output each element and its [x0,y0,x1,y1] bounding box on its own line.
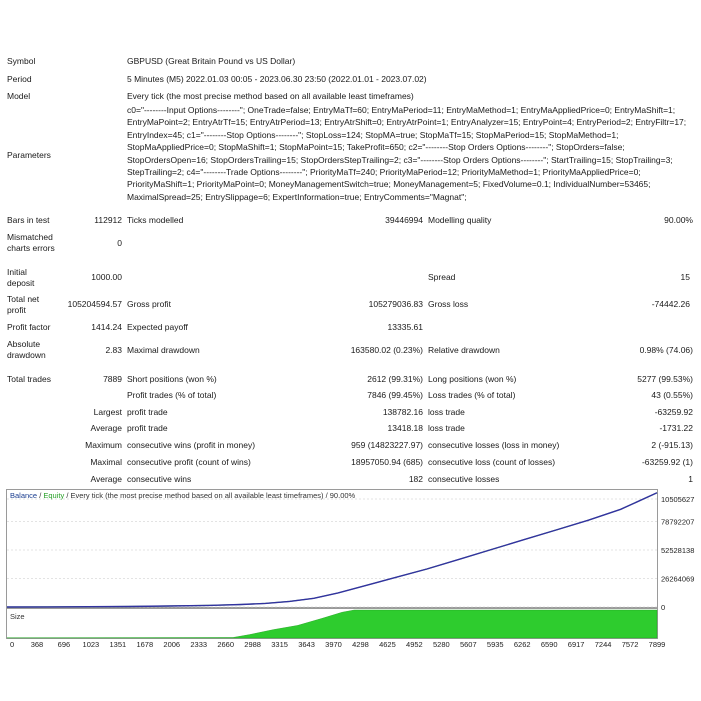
average-profit-label: profit trade [127,423,168,433]
average-loss-label: loss trade [428,423,465,433]
period-value: 5 Minutes (M5) 2022.01.03 00:05 - 2023.06.30 23:50 (2022.01.01 - 2023.07.02) [127,74,427,84]
x-tick-label: 1023 [82,640,100,649]
x-tick-label: 3315 [271,640,288,649]
expected-payoff-value: 13335.61 [387,322,423,332]
legend-equity: Equity [43,491,65,500]
x-tick-label: 6590 [540,640,558,649]
net-label-1: Total net [7,294,40,304]
x-tick-label: 5607 [459,640,477,649]
maximal-drawdown-value: 163580.02 (0.23%) [350,345,423,355]
relative-drawdown-label: Relative drawdown [428,345,500,355]
profit-factor-label: Profit factor [7,322,51,332]
x-tick-label: 696 [57,640,71,649]
x-tick-label: 6917 [567,640,585,649]
x-tick-label: 3643 [298,640,315,649]
largest-loss-value: -63259.92 [654,407,693,417]
avg-consecutive-wins-value: 182 [408,474,423,484]
long-positions-label: Long positions (won %) [428,374,517,384]
y-tick-label: 78792207 [661,517,695,527]
loss-trades-label: Loss trades (% of total) [428,390,516,400]
model-label: Model [7,91,31,101]
ticks-value: 39446994 [385,215,423,225]
average-label: Average [90,423,122,433]
quality-value: 90.00% [664,215,693,225]
avg-consecutive-wins-label: consecutive wins [127,474,192,484]
average-profit-value: 13418.18 [387,423,423,433]
x-tick-label: 4298 [352,640,369,649]
maximal-consecutive-loss-value: -63259.92 (1) [641,457,693,467]
quality-label: Modelling quality [428,215,492,225]
short-positions-label: Short positions (won %) [127,374,217,384]
largest-profit-value: 138782.16 [382,407,423,417]
x-tick-label: 0 [10,640,15,649]
x-tick-label: 5935 [486,640,504,649]
x-tick-label: 4952 [406,640,423,649]
net-label-2: profit [7,305,26,315]
ticks-label: Ticks modelled [127,215,184,225]
period-label: Period [7,74,32,84]
y-tick-label: 10505627 [661,495,695,504]
balance-chart [6,489,696,649]
absolute-drawdown-label-1: Absolute [7,339,41,349]
x-tick-label: 7899 [648,640,666,649]
avg-consecutive-losses-value: 1 [688,474,693,484]
parameters-label: Parameters [7,150,51,160]
relative-drawdown-value: 0.98% (74.06) [639,345,693,355]
net-value: 105204594.57 [67,299,122,309]
legend-balance: Balance [10,491,38,500]
legend-sep: / [37,491,44,500]
x-tick-label: 2006 [163,640,181,649]
y-tick-label: 0 [661,603,666,612]
x-tick-label: 2333 [190,640,208,649]
x-tick-label: 6262 [513,640,531,649]
mismatch-label-1: Mismatched [7,232,53,242]
absolute-drawdown-value: 2.83 [105,345,122,355]
mismatch-value: 0 [117,238,122,248]
average-loss-value: -1731.22 [659,423,693,433]
max-consecutive-wins-label: consecutive wins (profit in money) [127,440,256,450]
profit-trades-label: Profit trades (% of total) [127,390,217,400]
loss-trades-value: 43 (0.55%) [651,390,693,400]
y-tick-label: 52528138 [661,546,695,555]
x-tick-label: 5280 [432,640,450,649]
symbol-label: Symbol [7,56,36,66]
max-consecutive-wins-value: 959 (14823227.97) [351,440,423,450]
largest-profit-label: profit trade [127,407,168,417]
x-tick-label: 7244 [594,640,612,649]
x-tick-label: 368 [30,640,44,649]
short-positions-value: 2612 (99.31%) [367,374,423,384]
x-tick-label: 1678 [136,640,154,649]
maximal-drawdown-label: Maximal drawdown [127,345,200,355]
largest-label: Largest [93,407,122,417]
expected-payoff-label: Expected payoff [127,322,188,332]
chart-legend [10,491,356,500]
x-tick-label: 1351 [109,640,127,649]
maximum-label: Maximum [85,440,122,450]
model-value: Every tick (the most precise method based on all available least timeframes) [127,91,414,101]
symbol-value: GBPUSD (Great Britain Pound vs US Dollar) [127,56,296,66]
gross-loss-value: -74442.26 [651,299,690,309]
legend-rest: / Every tick (the most precise method based on all available least timeframes) / 90.00% [64,491,356,500]
y-tick-label: 26264069 [661,574,695,584]
maximal-consecutive-profit-label: consecutive profit (count of wins) [127,457,251,467]
x-tick-label: 3970 [325,640,342,649]
gross-loss-label: Gross loss [428,299,469,309]
spread-value: 15 [680,272,690,282]
long-positions-value: 5277 (99.53%) [637,374,693,384]
y-tick-labels [661,495,694,612]
total-trades-label: Total trades [7,374,51,384]
total-trades-value: 7889 [103,374,122,384]
bars-value: 112912 [94,215,122,225]
size-label: Size [10,612,25,621]
parameters-value: c0="--------Input Options--------"; OneTrade=false; EntryMaTf=60; EntryMaPeriod=11; EntryMaMethod=1; EntryMaAppliedPrice=0; EntryMaShift=1; EntryMaPoint=2; EntryAtrTf=15; EntryAtrPeriod=13; EntryAtrShift=0; EntryAtrPoint=1; EntryAnalyzer=15; EntryPoint=4; EntryPeriod=2; EntryFiltr=17; EntryIndex=45; c1="--------Stop Options--------"; StopLoss=124; StopMA=true; StopMaTf=15; StopMaPeriod=15; StopMaMethod=1; StopMaAppliedPrice=0; StopMaShift=1; StopMaPoint=15; TakeProfit=650; c2="--------Stop Orders Options--------"; StopOrders=false; StopOrdersOpen=16; StopOrdersTrailing=15; StopOrdersStepTrailing=2; c3="--------Stop Orders Options--------"; StartTrailing=15; StopTrailing=3; StepTrailing=2; c4="--------Trade Options--------"; PriorityMaTf=240; PriorityMaPeriod=12; PriorityMaMethod=1; PriorityMaAppliedPrice=0; PriorityMaShift=1; PriorityMaPoint=0; MoneyManagementSwitch=true; MoneyManagement=5; FixedVolume=0.1; IndividualNumber=53465; MaximalSpread=25; EntrySlippage=6; ExpertInformation=true; EntryComments="Magnat"; [127,105,687,202]
x-tick-label: 2988 [244,640,261,649]
initial-label-2: deposit [7,278,35,288]
profit-factor-value: 1414.24 [91,322,122,332]
bars-label: Bars in test [7,215,50,225]
x-tick-label: 2660 [217,640,235,649]
max-consecutive-losses-value: 2 (-915.13) [651,440,693,450]
spread-label: Spread [428,272,456,282]
max-consecutive-losses-label: consecutive losses (loss in money) [428,440,560,450]
avg-consecutive-label: Average [90,474,122,484]
balance-chart-svg [6,489,696,649]
gross-profit-label: Gross profit [127,299,171,309]
largest-loss-label: loss trade [428,407,465,417]
absolute-drawdown-label-2: drawdown [7,350,46,360]
maximal-consecutive-profit-value: 18957050.94 (685) [351,457,423,467]
mismatch-label-2: charts errors [7,243,55,253]
maximal-label: Maximal [90,457,122,467]
initial-label-1: Initial [7,267,27,277]
x-tick-label: 4625 [379,640,396,649]
avg-consecutive-losses-label: consecutive losses [428,474,500,484]
balance-plot-frame [7,490,658,608]
x-tick-label: 7572 [621,640,639,649]
gross-profit-value: 105279036.83 [368,299,423,309]
profit-trades-value: 7846 (99.45%) [367,390,423,400]
initial-value: 1000.00 [91,272,122,282]
maximal-consecutive-loss-label: consecutive loss (count of losses) [428,457,556,467]
x-tick-labels [10,640,665,649]
